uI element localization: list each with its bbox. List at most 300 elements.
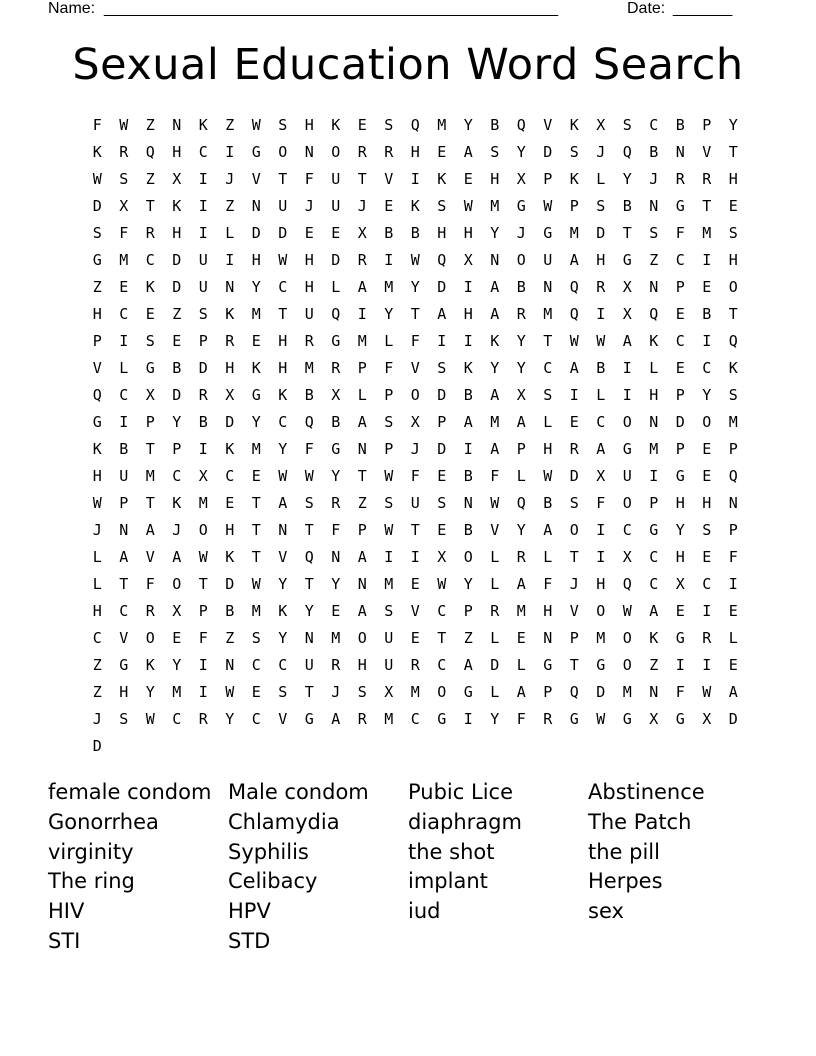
grid-letter: G: [145, 359, 155, 377]
grid-letter: L: [516, 467, 526, 485]
grid-letter: E: [145, 305, 155, 323]
grid-letter: G: [675, 197, 685, 215]
grid-letter: S: [437, 197, 447, 215]
grid-letter: D: [569, 467, 579, 485]
grid-letter: S: [384, 413, 394, 431]
grid-letter: O: [331, 143, 341, 161]
grid-letter: G: [92, 413, 102, 431]
grid-letter: E: [410, 575, 420, 593]
grid-letter: S: [384, 602, 394, 620]
grid-letter: H: [304, 251, 314, 269]
grid-letter: E: [675, 602, 685, 620]
grid-letter: C: [278, 656, 288, 674]
grid-letter: E: [304, 224, 314, 242]
grid-letter: W: [304, 467, 314, 485]
grid-letter: A: [596, 440, 606, 458]
grid-letter: U: [304, 305, 314, 323]
grid-letter: Q: [622, 143, 632, 161]
grid-letter: W: [596, 332, 606, 350]
grid-letter: D: [675, 413, 685, 431]
grid-letter: X: [145, 386, 155, 404]
grid-letter: C: [437, 602, 447, 620]
grid-letter: E: [702, 278, 712, 296]
grid-letter: C: [437, 656, 447, 674]
grid-letter: R: [569, 440, 579, 458]
grid-letter: I: [463, 332, 473, 350]
grid-letter: A: [569, 359, 579, 377]
grid-letter: K: [490, 332, 500, 350]
grid-letter: P: [463, 602, 473, 620]
grid-letter: H: [543, 602, 553, 620]
grid-letter: B: [119, 440, 129, 458]
grid-letter: C: [649, 116, 659, 134]
grid-letter: V: [278, 710, 288, 728]
grid-letter: Z: [145, 170, 155, 188]
grid-letter: C: [145, 251, 155, 269]
grid-letter: L: [490, 548, 500, 566]
word-list-item: The Patch: [588, 809, 692, 834]
grid-letter: P: [675, 386, 685, 404]
grid-letter: W: [490, 494, 500, 512]
grid-letter: S: [728, 386, 738, 404]
grid-letter: Q: [569, 683, 579, 701]
grid-letter: Y: [225, 710, 235, 728]
grid-letter: X: [331, 386, 341, 404]
grid-letter: O: [437, 683, 447, 701]
date-field-line: _______: [673, 0, 732, 17]
grid-letter: X: [675, 575, 685, 593]
grid-letter: R: [357, 710, 367, 728]
grid-letter: Q: [145, 143, 155, 161]
grid-letter: H: [119, 683, 129, 701]
grid-letter: M: [357, 332, 367, 350]
grid-letter: E: [251, 332, 261, 350]
grid-letter: I: [384, 548, 394, 566]
grid-letter: H: [172, 224, 182, 242]
grid-letter: Y: [728, 116, 738, 134]
word-list-item: Male condom: [228, 780, 369, 804]
grid-letter: D: [92, 737, 102, 755]
grid-letter: G: [675, 467, 685, 485]
grid-letter: T: [145, 197, 155, 215]
grid-letter: N: [331, 548, 341, 566]
grid-letter: E: [675, 305, 685, 323]
grid-letter: I: [702, 656, 712, 674]
grid-letter: M: [384, 278, 394, 296]
grid-letter: S: [92, 224, 102, 242]
grid-letter: S: [119, 710, 129, 728]
grid-letter: A: [516, 575, 526, 593]
grid-letter: U: [119, 467, 129, 485]
grid-letter: Q: [410, 116, 420, 134]
grid-letter: Y: [622, 170, 632, 188]
grid-letter: L: [649, 359, 659, 377]
grid-letter: I: [198, 440, 208, 458]
grid-letter: M: [384, 575, 394, 593]
grid-letter: T: [569, 656, 579, 674]
grid-letter: J: [516, 224, 526, 242]
grid-letter: I: [357, 305, 367, 323]
grid-letter: B: [463, 521, 473, 539]
grid-letter: E: [357, 116, 367, 134]
grid-letter: N: [728, 494, 738, 512]
grid-letter: C: [596, 413, 606, 431]
grid-letter: G: [543, 656, 553, 674]
grid-letter: E: [172, 332, 182, 350]
grid-letter: L: [92, 548, 102, 566]
grid-letter: C: [649, 548, 659, 566]
grid-letter: S: [702, 521, 712, 539]
grid-letter: M: [384, 710, 394, 728]
grid-letter: H: [92, 467, 102, 485]
grid-letter: G: [437, 710, 447, 728]
grid-letter: A: [569, 251, 579, 269]
word-list-item: diaphragm: [408, 809, 522, 834]
grid-letter: X: [516, 170, 526, 188]
grid-letter: M: [172, 683, 182, 701]
grid-letter: Y: [251, 413, 261, 431]
grid-letter: C: [702, 359, 712, 377]
grid-letter: I: [649, 467, 659, 485]
grid-letter: Q: [437, 251, 447, 269]
grid-letter: S: [119, 170, 129, 188]
grid-letter: J: [569, 575, 579, 593]
grid-letter: O: [278, 143, 288, 161]
grid-letter: A: [357, 548, 367, 566]
grid-letter: P: [357, 521, 367, 539]
grid-letter: G: [569, 710, 579, 728]
grid-letter: D: [596, 683, 606, 701]
grid-letter: H: [596, 251, 606, 269]
grid-letter: S: [304, 494, 314, 512]
grid-letter: W: [543, 467, 553, 485]
grid-letter: P: [543, 170, 553, 188]
grid-letter: D: [225, 575, 235, 593]
grid-letter: X: [437, 548, 447, 566]
grid-letter: T: [728, 305, 738, 323]
grid-letter: V: [251, 170, 261, 188]
grid-letter: I: [437, 332, 447, 350]
name-field-line: ______________________________________________________: [104, 0, 558, 17]
grid-letter: B: [543, 494, 553, 512]
grid-letter: X: [516, 386, 526, 404]
grid-letter: O: [622, 413, 632, 431]
grid-letter: C: [649, 575, 659, 593]
grid-letter: Y: [516, 143, 526, 161]
grid-letter: Q: [728, 467, 738, 485]
grid-letter: D: [331, 251, 341, 269]
grid-letter: C: [675, 251, 685, 269]
grid-letter: G: [675, 710, 685, 728]
grid-letter: L: [516, 656, 526, 674]
name-label: Name:: [48, 0, 96, 17]
grid-letter: Q: [622, 575, 632, 593]
grid-letter: R: [702, 170, 712, 188]
grid-letter: N: [172, 116, 182, 134]
grid-letter: R: [145, 224, 155, 242]
grid-letter: A: [357, 602, 367, 620]
grid-letter: P: [172, 440, 182, 458]
grid-letter: K: [225, 440, 235, 458]
grid-letter: A: [463, 656, 473, 674]
grid-letter: P: [728, 440, 738, 458]
grid-letter: X: [198, 467, 208, 485]
grid-letter: N: [225, 278, 235, 296]
grid-letter: E: [675, 359, 685, 377]
grid-letter: X: [384, 683, 394, 701]
grid-letter: E: [728, 602, 738, 620]
grid-letter: K: [172, 197, 182, 215]
grid-letter: O: [728, 278, 738, 296]
grid-letter: H: [92, 602, 102, 620]
word-list-item: HPV: [228, 899, 271, 924]
grid-letter: C: [251, 710, 261, 728]
grid-letter: G: [251, 143, 261, 161]
grid-letter: E: [331, 224, 341, 242]
grid-letter: C: [198, 143, 208, 161]
grid-letter: Y: [172, 413, 182, 431]
grid-letter: S: [357, 683, 367, 701]
grid-letter: Z: [649, 251, 659, 269]
grid-letter: I: [463, 278, 473, 296]
grid-letter: B: [198, 413, 208, 431]
grid-letter: A: [490, 440, 500, 458]
grid-letter: U: [304, 656, 314, 674]
word-list-item: Abstinence: [588, 780, 705, 804]
grid-letter: F: [728, 548, 738, 566]
grid-letter: H: [675, 494, 685, 512]
grid-letter: E: [384, 197, 394, 215]
grid-letter: F: [145, 575, 155, 593]
grid-letter: Q: [304, 413, 314, 431]
grid-letter: A: [145, 521, 155, 539]
grid-letter: Z: [463, 629, 473, 647]
grid-letter: Z: [225, 197, 235, 215]
grid-letter: P: [437, 413, 447, 431]
grid-letter: I: [463, 710, 473, 728]
grid-letter: W: [278, 467, 288, 485]
grid-letter: I: [119, 332, 129, 350]
grid-letter: Z: [649, 656, 659, 674]
grid-letter: F: [675, 224, 685, 242]
grid-letter: M: [569, 224, 579, 242]
grid-letter: G: [304, 710, 314, 728]
grid-letter: U: [410, 494, 420, 512]
grid-letter: K: [92, 440, 102, 458]
grid-letter: C: [225, 467, 235, 485]
grid-letter: C: [278, 413, 288, 431]
grid-letter: X: [357, 224, 367, 242]
grid-letter: C: [702, 575, 712, 593]
grid-letter: U: [278, 197, 288, 215]
grid-letter: D: [543, 143, 553, 161]
grid-letter: N: [543, 629, 553, 647]
grid-letter: H: [437, 224, 447, 242]
grid-letter: J: [172, 521, 182, 539]
grid-letter: J: [596, 143, 606, 161]
grid-letter: A: [516, 683, 526, 701]
grid-letter: Y: [172, 656, 182, 674]
grid-letter: S: [569, 143, 579, 161]
grid-letter: X: [596, 467, 606, 485]
word-list-item: iud: [408, 899, 441, 924]
grid-letter: H: [702, 494, 712, 512]
grid-letter: N: [119, 521, 129, 539]
grid-letter: K: [410, 197, 420, 215]
grid-letter: Q: [649, 305, 659, 323]
grid-letter: X: [463, 251, 473, 269]
grid-letter: R: [145, 602, 155, 620]
grid-letter: D: [437, 386, 447, 404]
grid-letter: Y: [516, 332, 526, 350]
grid-letter: C: [622, 521, 632, 539]
grid-letter: G: [331, 440, 341, 458]
grid-letter: Y: [331, 467, 341, 485]
grid-letter: I: [198, 683, 208, 701]
grid-letter: V: [145, 548, 155, 566]
grid-letter: I: [410, 170, 420, 188]
grid-letter: F: [410, 467, 420, 485]
grid-letter: S: [543, 386, 553, 404]
grid-letter: B: [463, 386, 473, 404]
grid-letter: R: [357, 143, 367, 161]
grid-letter: M: [596, 629, 606, 647]
grid-letter: G: [119, 656, 129, 674]
grid-letter: H: [649, 386, 659, 404]
word-list-item: Gonorrhea: [48, 809, 159, 834]
grid-letter: B: [331, 413, 341, 431]
grid-letter: D: [728, 710, 738, 728]
grid-letter: V: [702, 143, 712, 161]
grid-letter: T: [437, 629, 447, 647]
word-list-item: Chlamydia: [228, 809, 340, 834]
grid-letter: O: [622, 629, 632, 647]
grid-letter: O: [172, 575, 182, 593]
grid-letter: Y: [278, 575, 288, 593]
grid-letter: U: [384, 656, 394, 674]
grid-letter: L: [596, 170, 606, 188]
grid-letter: T: [251, 494, 261, 512]
grid-letter: T: [357, 170, 367, 188]
grid-letter: B: [516, 278, 526, 296]
grid-letter: L: [596, 386, 606, 404]
grid-letter: A: [649, 602, 659, 620]
grid-letter: I: [384, 251, 394, 269]
grid-letter: M: [410, 683, 420, 701]
grid-letter: P: [675, 278, 685, 296]
grid-letter: X: [622, 278, 632, 296]
grid-letter: D: [172, 386, 182, 404]
word-list-item: STI: [48, 928, 81, 953]
grid-letter: I: [675, 656, 685, 674]
grid-letter: O: [410, 386, 420, 404]
grid-letter: A: [357, 413, 367, 431]
grid-letter: Y: [145, 683, 155, 701]
grid-letter: I: [225, 251, 235, 269]
grid-letter: P: [649, 494, 659, 512]
grid-letter: E: [437, 143, 447, 161]
grid-letter: N: [304, 143, 314, 161]
grid-letter: M: [702, 224, 712, 242]
grid-letter: Y: [490, 224, 500, 242]
grid-letter: T: [251, 521, 261, 539]
grid-letter: W: [251, 116, 261, 134]
grid-letter: C: [172, 710, 182, 728]
grid-letter: E: [702, 467, 712, 485]
grid-letter: T: [622, 224, 632, 242]
grid-letter: C: [543, 359, 553, 377]
grid-letter: J: [410, 440, 420, 458]
grid-letter: C: [92, 629, 102, 647]
grid-letter: A: [490, 278, 500, 296]
grid-letter: B: [172, 359, 182, 377]
grid-letter: W: [622, 602, 632, 620]
word-list-item: HIV: [48, 899, 85, 924]
grid-letter: H: [490, 170, 500, 188]
grid-letter: W: [225, 683, 235, 701]
grid-letter: H: [278, 332, 288, 350]
grid-letter: I: [702, 251, 712, 269]
grid-letter: X: [596, 116, 606, 134]
grid-letter: R: [304, 332, 314, 350]
grid-letter: E: [410, 629, 420, 647]
grid-letter: N: [357, 440, 367, 458]
grid-letter: P: [119, 494, 129, 512]
grid-letter: H: [278, 359, 288, 377]
grid-letter: A: [543, 521, 553, 539]
grid-letter: Q: [331, 305, 341, 323]
grid-letter: Y: [490, 710, 500, 728]
grid-letter: T: [198, 575, 208, 593]
grid-letter: N: [649, 683, 659, 701]
word-list-item: The ring: [48, 869, 135, 894]
grid-letter: B: [463, 467, 473, 485]
grid-letter: Z: [92, 278, 102, 296]
grid-letter: A: [463, 413, 473, 431]
word-list-item: STD: [228, 928, 271, 953]
grid-letter: F: [304, 170, 314, 188]
grid-letter: I: [622, 386, 632, 404]
grid-letter: S: [622, 116, 632, 134]
grid-letter: M: [437, 116, 447, 134]
grid-letter: A: [622, 332, 632, 350]
grid-letter: Z: [357, 494, 367, 512]
grid-letter: A: [490, 305, 500, 323]
grid-letter: W: [198, 548, 208, 566]
grid-letter: F: [304, 440, 314, 458]
grid-letter: B: [622, 197, 632, 215]
grid-letter: I: [596, 305, 606, 323]
grid-letter: N: [357, 575, 367, 593]
grid-letter: H: [92, 305, 102, 323]
grid-letter: K: [225, 305, 235, 323]
grid-letter: R: [490, 602, 500, 620]
grid-letter: G: [331, 332, 341, 350]
grid-letter: K: [278, 386, 288, 404]
grid-letter: W: [278, 251, 288, 269]
grid-letter: T: [251, 548, 261, 566]
grid-letter: F: [384, 359, 394, 377]
grid-letter: N: [463, 494, 473, 512]
grid-letter: I: [198, 197, 208, 215]
grid-letter: Y: [516, 359, 526, 377]
letter-grid: [84, 112, 747, 760]
grid-letter: Z: [92, 683, 102, 701]
grid-letter: N: [649, 197, 659, 215]
grid-letter: C: [675, 332, 685, 350]
grid-letter: E: [437, 521, 447, 539]
grid-letter: G: [622, 251, 632, 269]
